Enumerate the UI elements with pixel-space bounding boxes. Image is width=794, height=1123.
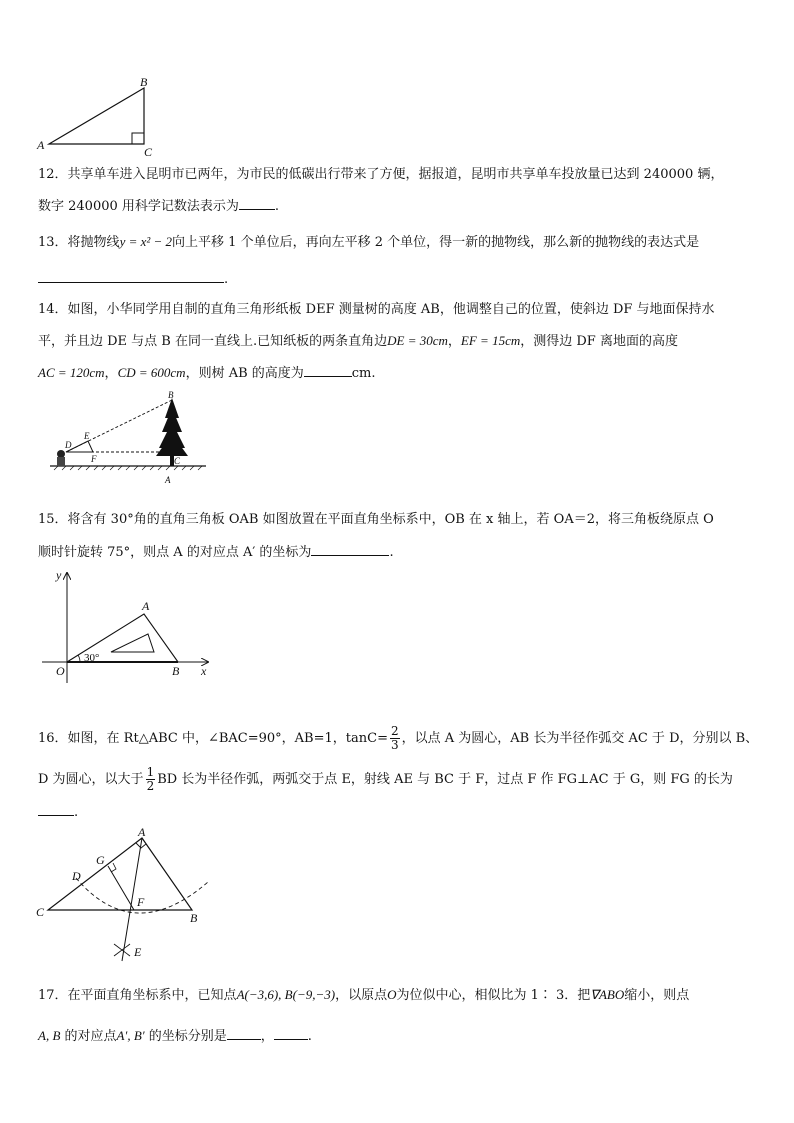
q17-points: A(−3,6), B(−9,−3) [236, 987, 336, 1002]
q13-line2 [38, 270, 228, 289]
q15-line1 [38, 511, 714, 529]
q16-line3 [38, 803, 78, 822]
q16-half-fraction [146, 766, 156, 793]
q14-sep2: ， [104, 366, 118, 381]
q15-label-y: y [56, 568, 62, 582]
q12-text1: 共享单车进入昆明市已两年，为市民的低碳出行带来了方便，据报道，昆明市共享单车投放量已达到 240000 辆， [67, 167, 724, 182]
q16-label-d: D [72, 869, 81, 883]
q14-label-b: B [168, 390, 174, 400]
triangle-abc [49, 88, 144, 144]
right-angle-g [111, 863, 116, 872]
label-b: B [140, 75, 148, 89]
q17-text-coords: 的坐标分别是 [144, 1029, 227, 1044]
tree-icon [156, 398, 188, 466]
q14-answer-blank[interactable] [304, 364, 352, 377]
q15-number: 15． [38, 512, 68, 527]
q15-label-angle: 30° [84, 652, 100, 664]
q14-label-c: C [174, 456, 181, 466]
q13-line1 [38, 233, 699, 252]
q13-formula: y = x² − 2 [119, 234, 173, 249]
q16-label-c: C [36, 905, 45, 919]
triangle-abc [48, 838, 192, 910]
q13-period: . [224, 272, 229, 287]
segment-fg [108, 866, 134, 910]
q12-line2 [38, 197, 279, 216]
q14-unit: cm. [351, 366, 376, 381]
q16-label-e: E [134, 945, 142, 959]
q15-label-b: B [172, 664, 180, 678]
q12-text2: 数字 240000 用科学记数法表示为 [38, 199, 239, 214]
figure-triangle-abc-construction [34, 826, 214, 966]
q17-number: 17． [38, 988, 68, 1003]
q14-sep1: ， [447, 334, 461, 349]
q16-text2b: BD 长为半径作弧，两弧交于点 E，射线 AE 与 BC 于 F，过点 F 作 FG⊥AC 于 G，则 FG 的长为 [157, 772, 733, 787]
q16-text2a: D 为圆心，以大于 [38, 772, 144, 787]
q14-label-a: A [165, 475, 171, 485]
q14-text2a: 平，并且边 DE 与点 B 在同一直线上.已知纸板的两条直角边 [38, 334, 388, 349]
q17-text-corresponding: 的对应点 [60, 1029, 117, 1044]
label-c: C [144, 145, 153, 159]
q15-label-x: x [201, 664, 207, 678]
q16-tan-denominator: 3 [390, 738, 399, 752]
q17-triangle: ∇ABO [590, 987, 625, 1002]
figure-coordinate-triangle-oab [38, 567, 218, 685]
q17-text-pre: 在平面直角坐标系中，已知点 [67, 988, 237, 1003]
q17-origin: O [387, 987, 397, 1002]
q14-label-f: F [91, 454, 97, 464]
q16-answer-blank[interactable] [38, 803, 74, 816]
q17-sep: ， [260, 1029, 274, 1044]
q16-label-g: G [96, 853, 105, 867]
q17-answer-blank-1[interactable] [227, 1027, 261, 1040]
q15-text2: 顺时针旋转 75°，则点 A 的对应点 A′ 的坐标为 [38, 545, 312, 560]
q17-period: . [307, 1029, 312, 1044]
q17-text-mid: ，以原点 [335, 988, 388, 1003]
q14-line3 [38, 364, 376, 383]
q16-half-numerator: 1 [146, 765, 155, 779]
q14-text1: 如图，小华同学用自制的直角三角形纸板 DEF 测量树的高度 AB，他调整自己的位置，使斜边 DF 与地面保持水 [67, 302, 715, 317]
q14-de: DE = 30cm [387, 333, 448, 348]
q17-line1 [38, 986, 689, 1005]
q16-line2 [38, 766, 733, 793]
q16-label-a: A [138, 825, 146, 839]
q16-number: 16． [38, 731, 68, 746]
q14-label-d: D [65, 440, 72, 450]
q17-answer-blank-2[interactable] [274, 1027, 308, 1040]
q14-cd: CD = 600cm [117, 365, 186, 380]
person-icon [57, 450, 65, 466]
q15-label-a: A [142, 599, 150, 613]
arc-intersection-mark [114, 944, 130, 956]
q12-number: 12． [38, 167, 68, 182]
q13-answer-blank[interactable] [38, 270, 224, 283]
q14-line2 [38, 332, 678, 351]
ground-hatching [54, 466, 202, 470]
q13-text-pre: 将抛物线 [67, 235, 120, 250]
q14-text2b: ，测得边 DF 离地面的高度 [520, 334, 678, 349]
q14-ac: AC = 120cm [38, 365, 105, 380]
q14-label-e: E [84, 431, 90, 441]
q16-tan-numerator: 2 [390, 724, 399, 738]
figure-tree-measurement [48, 390, 208, 486]
q15-period: . [389, 545, 394, 560]
q17-points-ab: A, B [38, 1028, 61, 1043]
q16-line1 [38, 725, 758, 752]
q12-period: . [274, 199, 280, 214]
q16-label-b: B [190, 911, 198, 925]
q14-ef: EF = 15cm [460, 333, 521, 348]
q14-line1 [38, 301, 715, 319]
triangle-cutout [111, 634, 154, 652]
q15-text1: 将含有 30°角的直角三角板 OAB 如图放置在平面直角坐标系中，OB 在 x 轴上，若 OA＝2，将三角板绕原点 O [67, 512, 714, 527]
q17-text-post: 缩小，则点 [624, 988, 690, 1003]
q14-number: 14． [38, 302, 68, 317]
right-angle-mark [132, 133, 144, 144]
q13-number: 13． [38, 235, 68, 250]
label-a: A [37, 138, 45, 152]
q16-label-f: F [137, 895, 145, 909]
q14-text3b: ，则树 AB 的高度为 [185, 366, 304, 381]
q12-answer-blank[interactable] [239, 197, 275, 210]
q12-line1 [38, 166, 723, 184]
q17-line2 [38, 1027, 312, 1046]
angle-arc [78, 655, 80, 662]
q13-text-post: 向上平移 1 个单位后，再向左平移 2 个单位，得一新的抛物线，那么新的抛物线的表达式是 [172, 235, 700, 250]
q17-text-mid2: 为位似中心，相似比为 1∶ 3．把 [396, 988, 591, 1003]
figure-right-triangle-abc [34, 76, 164, 160]
q17-points-ab-prime: A′, B′ [116, 1028, 145, 1043]
q16-period: . [74, 805, 79, 820]
q16-tan-fraction [390, 725, 400, 752]
q15-line2 [38, 543, 394, 562]
q16-text1a: 如图，在 Rt△ABC 中，∠BAC=90°，AB=1，tanC= [67, 731, 388, 746]
q15-answer-blank[interactable] [311, 543, 389, 556]
q15-label-o: O [56, 664, 65, 678]
q16-text1b: ，以点 A 为圆心，AB 长为半径作弧交 AC 于 D，分别以 B、 [401, 731, 759, 746]
q16-half-denominator: 2 [146, 779, 155, 793]
